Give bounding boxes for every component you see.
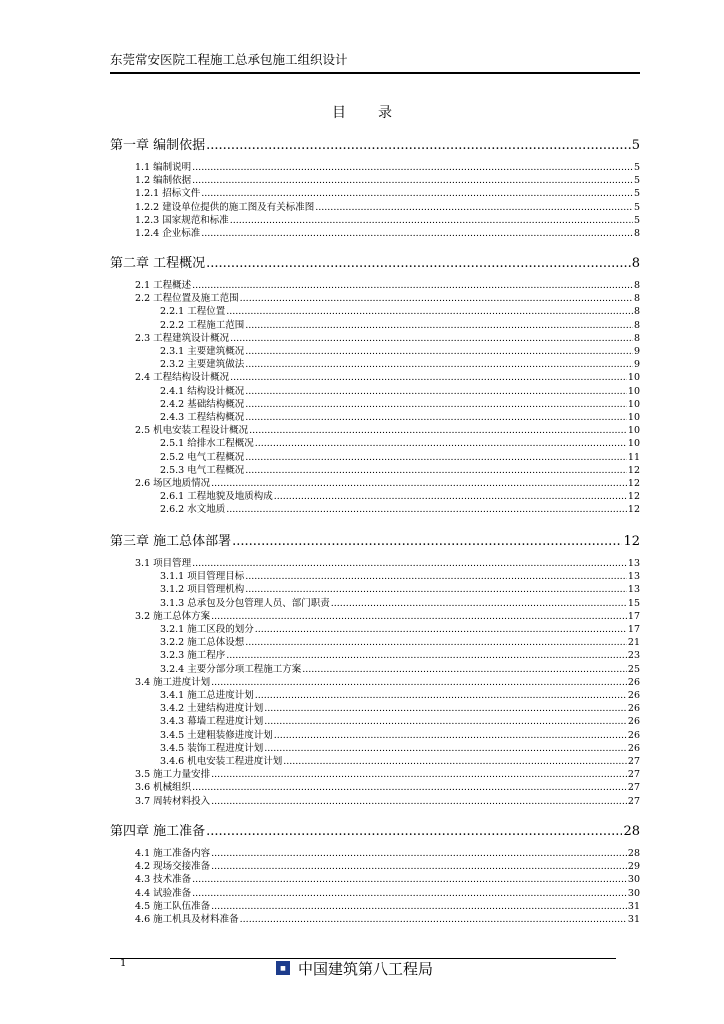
toc-entry-label: 3.4.5 装饰工程进度计划 — [160, 742, 264, 754]
toc-entry-label: 3.1.2 项目管理机构 — [160, 584, 245, 596]
toc-entry-page: 12 — [627, 478, 640, 489]
toc-leader-dots — [245, 570, 627, 583]
toc-section-entry[interactable] — [135, 227, 640, 240]
toc-chapter-entry[interactable] — [110, 138, 640, 154]
toc-leader-dots — [211, 477, 627, 490]
toc-section-entry[interactable] — [135, 913, 640, 926]
toc-entry-label: 2.4.3 工程结构概况 — [160, 412, 245, 423]
toc-entry-page: 8 — [633, 293, 640, 305]
toc-entry-label: 第四章 施工准备 — [110, 824, 206, 839]
toc-entry-label: 1.2.4 企业标准 — [135, 228, 201, 239]
toc-entry-page: 17 — [627, 610, 640, 622]
toc-leader-dots — [230, 332, 633, 345]
toc-leader-dots — [245, 451, 627, 464]
toc-entry-page: 5 — [633, 162, 640, 173]
toc-leader-dots — [255, 437, 627, 450]
toc-section-entry[interactable] — [160, 702, 640, 715]
toc-section-entry[interactable] — [160, 715, 640, 728]
toc-entry-page: 5 — [633, 175, 640, 187]
toc-entry-label: 2.2.1 工程位置 — [160, 306, 226, 318]
toc-entry-page: 9 — [633, 346, 640, 357]
toc-entry-page: 30 — [627, 887, 640, 899]
toc-entry-label: 2.1 工程概述 — [135, 280, 192, 291]
toc-leader-dots — [211, 610, 627, 623]
toc-entry-label: 2.6 场区地质情况 — [135, 478, 211, 489]
company-logo-icon: ■ — [276, 961, 290, 975]
toc-section-entry[interactable] — [160, 689, 640, 702]
toc-section-entry[interactable] — [135, 873, 640, 886]
toc-entry-page: 28 — [627, 848, 640, 859]
toc-entry-label: 2.6.2 水文地质 — [160, 504, 226, 516]
toc-entry-page: 31 — [627, 900, 640, 912]
toc-section-entry[interactable] — [135, 610, 640, 623]
toc-entry-label: 2.5.1 给排水工程概况 — [160, 438, 254, 450]
toc-entry-page: 8 — [633, 228, 640, 239]
toc-section-entry[interactable] — [135, 187, 640, 200]
toc-entry-label: 2.5.2 电气工程概况 — [160, 451, 245, 463]
toc-entry-label: 3.2.3 施工程序 — [160, 650, 226, 662]
toc-leader-dots — [245, 583, 627, 596]
toc-entry-label: 3.7 周转材料投入 — [135, 795, 211, 807]
toc-entry-page: 11 — [627, 451, 640, 463]
toc-entry-label: 4.4 试验准备 — [135, 887, 192, 899]
toc-leader-dots — [283, 755, 627, 768]
toc-leader-dots — [206, 138, 631, 154]
toc-section-entry[interactable] — [160, 411, 640, 424]
toc-leader-dots — [240, 292, 633, 305]
toc-entry-page: 8 — [633, 319, 640, 331]
toc-entry-page: 5 — [631, 138, 640, 153]
toc-leader-dots — [255, 689, 627, 702]
toc-leader-dots — [211, 795, 627, 808]
toc-section-entry[interactable] — [160, 319, 640, 332]
toc-entry-page: 5 — [633, 214, 640, 226]
toc-section-entry[interactable] — [135, 768, 640, 781]
toc-entry-page: 10 — [627, 438, 640, 450]
toc-chapter-entry[interactable] — [110, 824, 640, 840]
toc-entry-page: 30 — [627, 874, 640, 886]
toc-section-entry[interactable] — [135, 860, 640, 873]
toc-section-entry[interactable] — [160, 398, 640, 411]
toc-entry-label: 2.4 工程结构设计概况 — [135, 372, 230, 384]
toc-leader-dots — [211, 900, 627, 913]
toc-leader-dots — [211, 860, 627, 873]
toc-entry-label: 3.1 项目管理 — [135, 558, 192, 569]
toc-entry-page: 26 — [627, 676, 640, 688]
toc-entry-page: 28 — [623, 824, 640, 839]
toc-entry-label: 1.2.3 国家规范和标准 — [135, 214, 229, 226]
toc-entry-label: 1.2.1 招标文件 — [135, 188, 201, 200]
toc-section-entry[interactable] — [160, 358, 640, 371]
document-title: 目录 — [332, 105, 424, 121]
toc-entry-page: 8 — [633, 306, 640, 318]
toc-entry-label: 第二章 工程概况 — [110, 256, 206, 271]
toc-entry-page: 23 — [627, 650, 640, 662]
toc-entry-page: 26 — [627, 716, 640, 728]
toc-section-entry[interactable] — [135, 279, 640, 292]
toc-entry-page: 13 — [627, 584, 640, 596]
toc-leader-dots — [206, 256, 631, 272]
footer-organization: 中国建筑第八工程局 — [298, 960, 434, 978]
toc-entry-page: 29 — [627, 861, 640, 873]
toc-chapter-entry[interactable] — [110, 256, 640, 272]
toc-leader-dots — [206, 824, 622, 840]
toc-entry-label: 4.5 施工队伍准备 — [135, 900, 211, 912]
toc-section-entry[interactable] — [135, 214, 640, 227]
toc-section-entry[interactable] — [135, 477, 640, 490]
toc-leader-dots — [230, 214, 633, 227]
toc-leader-dots — [249, 424, 627, 437]
toc-leader-dots — [245, 358, 633, 371]
toc-entry-label: 3.4.5 土建粗装修进度计划 — [160, 729, 273, 741]
toc-entry-label: 2.3.1 主要建筑概况 — [160, 346, 245, 357]
toc-entry-page: 8 — [633, 332, 640, 344]
toc-entry-page: 9 — [633, 359, 640, 371]
toc-leader-dots — [192, 161, 633, 174]
toc-entry-page: 21 — [627, 637, 640, 649]
toc-entry-page: 13 — [627, 571, 640, 583]
toc-leader-dots — [255, 623, 627, 636]
toc-entry-label: 4.3 技术准备 — [135, 874, 192, 886]
toc-entry-label: 2.5 机电安装工程设计概况 — [135, 425, 249, 437]
toc-leader-dots — [226, 503, 627, 516]
toc-leader-dots — [245, 319, 633, 332]
toc-entry-page: 8 — [633, 280, 640, 291]
toc-entry-label: 2.5.3 电气工程概况 — [160, 464, 245, 476]
toc-entry-label: 4.2 现场交接准备 — [135, 861, 211, 873]
footer-page-number: 1 — [120, 958, 127, 969]
page-header — [110, 50, 640, 74]
toc-entry-page: 27 — [627, 756, 640, 767]
toc-entry-label: 2.3 工程建筑设计概况 — [135, 332, 230, 344]
toc-entry-label: 3.1.3 总承包及分包管理人员、部门职责 — [160, 597, 330, 609]
toc-leader-dots — [245, 385, 627, 398]
toc-leader-dots — [274, 729, 627, 742]
toc-section-entry[interactable] — [160, 464, 640, 477]
toc-leader-dots — [245, 398, 627, 411]
toc-leader-dots — [245, 411, 627, 424]
toc-entry-page: 27 — [627, 769, 640, 781]
toc-section-entry[interactable] — [135, 795, 640, 808]
toc-leader-dots — [211, 676, 627, 689]
header-title: 东莞常安医院工程施工总承包施工组织设计 — [110, 52, 348, 67]
toc-entry-label: 1.2 编制依据 — [135, 175, 192, 187]
toc-leader-dots — [264, 742, 627, 755]
toc-section-entry[interactable] — [160, 490, 640, 503]
toc-section-entry[interactable] — [135, 887, 640, 900]
toc-entry-label: 1.1 编制说明 — [135, 162, 192, 173]
toc-entry-page: 26 — [627, 729, 640, 741]
toc-section-entry[interactable] — [135, 161, 640, 174]
toc-entry-page: 25 — [627, 663, 640, 675]
toc-section-entry[interactable] — [160, 451, 640, 464]
toc-entry-label: 第一章 编制依据 — [110, 138, 206, 153]
toc-entry-label: 第三章 施工总体部署 — [110, 534, 232, 549]
toc-leader-dots — [240, 913, 627, 926]
toc-entry-page: 31 — [627, 914, 640, 925]
toc-section-entry[interactable] — [135, 900, 640, 913]
toc-entry-label: 2.6.1 工程地貌及地质构成 — [160, 491, 273, 503]
toc-entry-page: 27 — [627, 795, 640, 807]
toc-section-entry[interactable] — [135, 557, 640, 570]
toc-entry-label: 4.6 施工机具及材料准备 — [135, 914, 239, 925]
toc-section-entry[interactable] — [160, 649, 640, 662]
toc-entry-page: 12 — [623, 534, 640, 549]
toc-section-entry[interactable] — [135, 371, 640, 384]
toc-leader-dots — [230, 371, 627, 384]
toc-entry-page: 17 — [627, 624, 640, 635]
toc-entry-label: 2.2 工程位置及施工范围 — [135, 293, 239, 305]
toc-entry-page: 26 — [627, 690, 640, 701]
toc-leader-dots — [192, 557, 627, 570]
toc-entry-page: 5 — [633, 188, 640, 200]
toc-entry-label: 4.1 施工准备内容 — [135, 848, 211, 859]
toc-section-entry[interactable] — [160, 623, 640, 636]
toc-section-entry[interactable] — [135, 424, 640, 437]
toc-section-entry[interactable] — [135, 201, 640, 214]
toc-entry-label: 3.6 机械组织 — [135, 782, 192, 794]
toc-leader-dots — [302, 663, 627, 676]
toc-entry-label: 3.2.1 施工区段的划分 — [160, 624, 254, 635]
toc-entry-label: 3.1.1 项目管理目标 — [160, 571, 245, 583]
toc-section-entry[interactable] — [160, 755, 640, 768]
toc-entry-page: 8 — [631, 256, 640, 271]
toc-section-entry[interactable] — [160, 742, 640, 755]
toc-entry-label: 3.4.6 机电安装工程进度计划 — [160, 756, 283, 767]
toc-section-entry[interactable] — [160, 437, 640, 450]
toc-entry-label: 2.3.2 主要建筑做法 — [160, 359, 245, 371]
toc-entry-label: 3.4.3 幕墙工程进度计划 — [160, 716, 264, 728]
toc-leader-dots — [264, 715, 627, 728]
toc-leader-dots — [232, 534, 622, 550]
toc-leader-dots — [331, 597, 627, 610]
toc-entry-page: 15 — [627, 597, 640, 609]
toc-leader-dots — [264, 702, 627, 715]
toc-section-entry[interactable] — [160, 503, 640, 516]
toc-section-entry[interactable] — [160, 305, 640, 318]
toc-entry-label: 3.4 施工进度计划 — [135, 676, 211, 688]
toc-entry-page: 12 — [627, 464, 640, 476]
toc-section-entry[interactable] — [160, 597, 640, 610]
toc-leader-dots — [315, 201, 633, 214]
toc-section-entry[interactable] — [135, 332, 640, 345]
toc-entry-page: 5 — [633, 201, 640, 213]
toc-leader-dots — [226, 649, 627, 662]
toc-entry-label: 1.2.2 建设单位提供的施工图及有关标准图 — [135, 201, 315, 213]
toc-leader-dots — [201, 227, 633, 240]
toc-entry-page: 10 — [627, 385, 640, 397]
toc-entry-label: 3.5 施工力量安排 — [135, 769, 211, 781]
toc-leader-dots — [201, 187, 633, 200]
toc-leader-dots — [192, 174, 633, 187]
toc-leader-dots — [226, 305, 633, 318]
toc-section-entry[interactable] — [135, 676, 640, 689]
toc-section-entry[interactable] — [160, 570, 640, 583]
toc-entry-label: 2.4.2 基础结构概况 — [160, 398, 245, 410]
toc-section-entry[interactable] — [135, 781, 640, 794]
toc-section-entry[interactable] — [160, 663, 640, 676]
toc-leader-dots — [211, 768, 627, 781]
toc-entry-page: 12 — [627, 504, 640, 516]
toc-entry-label: 3.4.1 施工总进度计划 — [160, 690, 254, 701]
toc-entry-page: 27 — [627, 782, 640, 794]
toc-entry-page: 10 — [627, 425, 640, 437]
toc-entry-label: 3.4.2 土建结构进度计划 — [160, 703, 264, 715]
toc-entry-label: 2.4.1 结构设计概况 — [160, 385, 245, 397]
toc-leader-dots — [192, 781, 627, 794]
toc-entry-page: 12 — [627, 491, 640, 503]
toc-leader-dots — [192, 887, 627, 900]
toc-section-entry[interactable] — [135, 847, 640, 860]
toc-section-entry[interactable] — [135, 174, 640, 187]
toc-entry-label: 3.2.2 施工总体设想 — [160, 637, 245, 649]
toc-leader-dots — [192, 279, 633, 292]
toc-leader-dots — [245, 464, 627, 477]
toc-section-entry[interactable] — [160, 729, 640, 742]
toc-entry-label: 2.2.2 工程施工范围 — [160, 319, 245, 331]
toc-section-entry[interactable] — [135, 292, 640, 305]
toc-chapter-entry[interactable] — [110, 534, 640, 550]
toc-entry-page: 10 — [627, 398, 640, 410]
toc-leader-dots — [274, 490, 627, 503]
toc-section-entry[interactable] — [160, 385, 640, 398]
toc-leader-dots — [245, 345, 633, 358]
toc-section-entry[interactable] — [160, 636, 640, 649]
toc-entry-page: 13 — [627, 558, 640, 569]
toc-entry-page: 26 — [627, 703, 640, 715]
toc-entry-label: 3.2.4 主要分部分项工程施工方案 — [160, 663, 302, 675]
toc-entry-page: 10 — [627, 412, 640, 423]
toc-entry-page: 26 — [627, 742, 640, 754]
toc-section-entry[interactable] — [160, 583, 640, 596]
toc-entry-page: 10 — [627, 372, 640, 384]
toc-leader-dots — [192, 873, 627, 886]
toc-leader-dots — [245, 636, 627, 649]
toc-entry-label: 3.2 施工总体方案 — [135, 610, 211, 622]
toc-leader-dots — [211, 847, 627, 860]
toc-section-entry[interactable] — [160, 345, 640, 358]
